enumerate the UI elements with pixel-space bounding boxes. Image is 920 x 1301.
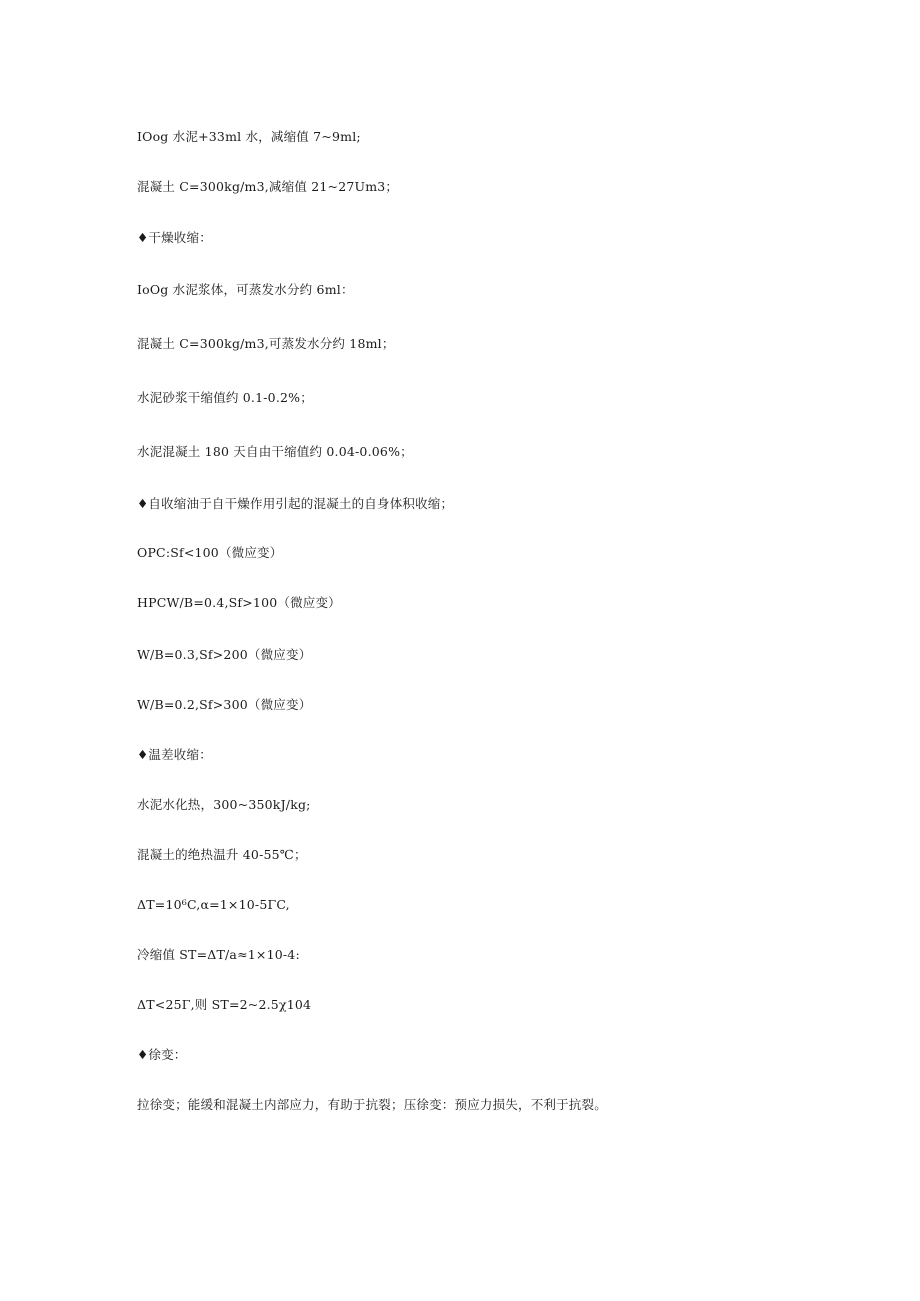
text-line-opc: OPC:Sf<100（微应变） (137, 545, 283, 560)
text-line-delta-t: ΔT=10⁶C,α=1×10-5ΓC, (137, 897, 290, 912)
text-line-hydration-heat: 水泥水化热，300~350kJ∕kg; (137, 797, 311, 812)
text-line-adiabatic-temperature: 混凝土的绝热温升 40-55℃； (137, 847, 307, 862)
text-line-concrete-water: 混凝土 C=300kg∕m3,可蒸发水分约 18ml； (137, 336, 395, 351)
text-line-mortar-dry-shrinkage: 水泥砂浆干缩值约 0.1-0.2%； (137, 390, 313, 405)
text-line-creep-description: 拉徐变；能缓和混凝土内部应力，有助于抗裂；压徐变：预应力损失，不利于抗裂。 (137, 1097, 607, 1112)
heading-autogenous-shrinkage: ♦自收缩油于自干燥作用引起的混凝土的自身体积收缩； (137, 496, 454, 511)
text-line-cement-shrinkage: IOog 水泥+33ml 水，减缩值 7~9ml; (137, 129, 361, 144)
text-line-concrete-shrinkage: 混凝土 C=300kg∕m3,减缩值 21~27Um3； (137, 179, 399, 194)
text-line-cement-paste-water: IoOg 水泥浆体，可蒸发水分约 6ml： (137, 282, 354, 297)
text-line-hpc-wb-04: HPCW∕B=0.4,Sf>100（微应变） (137, 595, 341, 610)
text-line-cooling-shrinkage: 冷缩值 ST=ΔT∕a≈1×10-4: (137, 947, 300, 962)
heading-drying-shrinkage: ♦干燥收缩： (137, 230, 212, 245)
heading-thermal-shrinkage: ♦温差收缩： (137, 747, 212, 762)
text-line-wb-02: W∕B=0.2,Sf>300（微应变） (137, 697, 312, 712)
text-line-delta-t-limit: ΔT<25Γ,则 ST=2~2.5χ104 (137, 997, 312, 1012)
text-line-wb-03: W∕B=0.3,Sf>200（微应变） (137, 647, 312, 662)
heading-creep: ♦徐变： (137, 1047, 187, 1062)
text-line-concrete-180-day: 水泥混凝土 180 天自由干缩值约 0.04-0.06%； (137, 444, 413, 459)
